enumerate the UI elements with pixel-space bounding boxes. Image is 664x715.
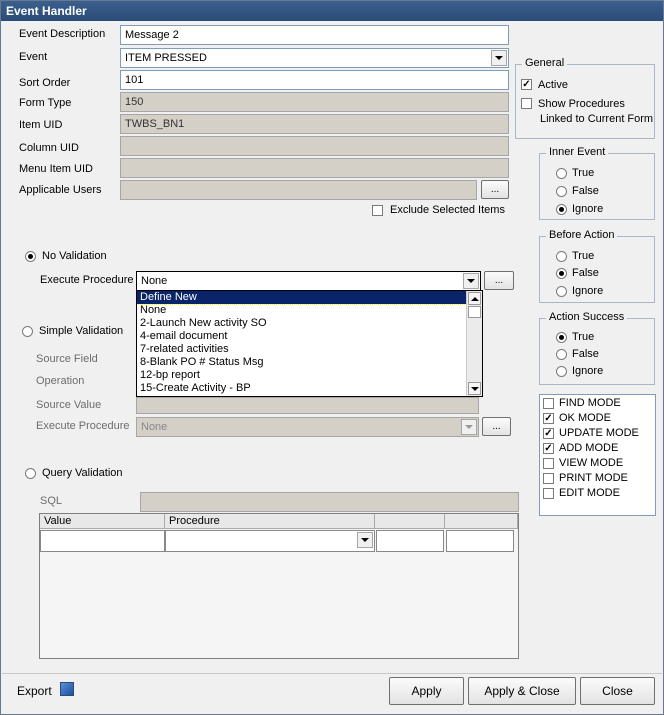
before-action-ignore-radio[interactable]: [556, 286, 567, 297]
update-mode-label: UPDATE MODE: [559, 427, 639, 439]
simple-execute-procedure-label: Execute Procedure: [36, 420, 130, 432]
chevron-down-icon: [361, 538, 369, 542]
update-mode-checkbox[interactable]: ✓: [544, 428, 553, 439]
dropdown-item[interactable]: 15-Create Activity - BP: [140, 382, 251, 394]
ok-mode-checkbox[interactable]: ✓: [544, 413, 553, 424]
grid-cell-4[interactable]: [446, 530, 514, 552]
event-value: ITEM PRESSED: [125, 52, 207, 64]
procedure-grid: [39, 513, 519, 659]
inner-event-true-radio[interactable]: [556, 168, 567, 179]
dropdown-item[interactable]: 2-Launch New activity SO: [140, 317, 267, 329]
chevron-up-icon: [471, 297, 479, 301]
source-field-label: Source Field: [36, 353, 98, 365]
add-mode-checkbox[interactable]: ✓: [544, 443, 553, 454]
applicable-users-input: [120, 180, 477, 200]
scroll-down-button[interactable]: [468, 382, 481, 395]
grid-procedure-dropdown-button[interactable]: [357, 532, 373, 548]
menu-item-uid-input: [120, 158, 509, 178]
execute-procedure-select[interactable]: [136, 271, 481, 291]
dropdown-item[interactable]: 7-related activities: [140, 343, 229, 355]
print-mode-checkbox[interactable]: [543, 473, 554, 484]
source-value-label: Source Value: [36, 399, 102, 411]
grid-header-value: Value: [40, 514, 165, 529]
close-button[interactable]: Close: [580, 677, 655, 705]
event-description-input[interactable]: Message 2: [120, 25, 509, 45]
execute-procedure-value: None: [141, 275, 168, 287]
event-select[interactable]: [120, 48, 509, 68]
active-label: Active: [538, 79, 568, 91]
query-validation-label: Query Validation: [42, 467, 123, 479]
inner-event-false-radio[interactable]: [556, 186, 567, 197]
simple-execute-procedure-select: [136, 417, 479, 437]
before-action-ignore-label: Ignore: [572, 285, 604, 297]
dropdown-item[interactable]: None: [140, 304, 167, 316]
inner-event-ignore-radio[interactable]: [556, 204, 567, 215]
active-checkbox[interactable]: ✓: [522, 79, 531, 90]
grid-cell-procedure[interactable]: [165, 530, 375, 552]
view-mode-checkbox[interactable]: [543, 458, 554, 469]
ok-mode-label: OK MODE: [559, 412, 611, 424]
dropdown-item[interactable]: 12-bp report: [140, 369, 200, 381]
sort-order-label: Sort Order: [19, 77, 71, 89]
action-success-ignore-label: Ignore: [572, 365, 604, 377]
chevron-down-icon: [495, 56, 503, 60]
event-dropdown-button[interactable]: [491, 50, 507, 66]
dropdown-item[interactable]: Define New: [137, 291, 482, 304]
show-procedures-label: Show Procedures: [538, 98, 625, 110]
simple-execute-procedure-value: None: [141, 421, 168, 433]
action-success-true-radio[interactable]: [556, 332, 567, 343]
export-icon[interactable]: [60, 682, 74, 696]
execute-procedure-dropdown-list[interactable]: [136, 290, 483, 397]
dropdown-scrollbar[interactable]: [466, 291, 482, 396]
simple-validation-label: Simple Validation: [39, 325, 124, 337]
show-procedures-label-2: Linked to Current Form: [540, 113, 654, 125]
column-uid-input: [120, 136, 509, 156]
item-uid-input: TWBS_BN1: [120, 114, 509, 134]
edit-mode-label: EDIT MODE: [559, 487, 620, 499]
general-title: General: [522, 57, 567, 69]
chevron-down-icon: [465, 425, 473, 429]
sort-order-input[interactable]: 101: [120, 70, 509, 90]
footer-divider: [2, 673, 662, 674]
column-uid-label: Column UID: [19, 142, 79, 154]
action-success-ignore-radio[interactable]: [556, 366, 567, 377]
exclude-selected-label: Exclude Selected Items: [390, 204, 505, 216]
no-validation-radio[interactable]: [25, 251, 36, 262]
before-action-title: Before Action: [546, 229, 617, 241]
no-validation-label: No Validation: [42, 250, 107, 262]
form-type-input: 150: [120, 92, 509, 112]
find-mode-checkbox[interactable]: [543, 398, 554, 409]
applicable-users-label: Applicable Users: [19, 184, 102, 196]
operation-label: Operation: [36, 375, 85, 387]
dropdown-item[interactable]: 8-Blank PO # Status Msg: [140, 356, 264, 368]
export-label[interactable]: Export: [17, 684, 52, 698]
show-procedures-checkbox[interactable]: [521, 98, 532, 109]
action-success-title: Action Success: [546, 311, 627, 323]
inner-event-title: Inner Event: [546, 146, 608, 158]
scroll-up-button[interactable]: [468, 292, 481, 305]
scroll-thumb[interactable]: [468, 306, 481, 318]
before-action-false-label: False: [572, 267, 599, 279]
inner-event-true-label: True: [572, 167, 595, 179]
item-uid-label: Item UID: [19, 119, 63, 131]
find-mode-label: FIND MODE: [559, 397, 621, 409]
grid-header-col3: [375, 514, 445, 529]
before-action-false-radio[interactable]: [556, 268, 567, 279]
execute-procedure-label: Execute Procedure: [40, 274, 134, 286]
simple-validation-radio[interactable]: [22, 326, 33, 337]
grid-header-col4: [445, 514, 518, 529]
applicable-users-button[interactable]: ...: [481, 180, 509, 199]
grid-cell-3[interactable]: [376, 530, 444, 552]
inner-event-false-label: False: [572, 185, 599, 197]
grid-cell-value[interactable]: [40, 530, 165, 552]
chevron-down-icon: [467, 279, 475, 283]
action-success-false-radio[interactable]: [556, 349, 567, 360]
execute-procedure-button[interactable]: ...: [484, 271, 514, 290]
execute-procedure-dropdown-button[interactable]: [463, 273, 479, 289]
edit-mode-checkbox[interactable]: [543, 488, 554, 499]
menu-item-uid-label: Menu Item UID: [19, 163, 93, 175]
before-action-true-label: True: [572, 250, 595, 262]
add-mode-label: ADD MODE: [559, 442, 619, 454]
simple-execute-procedure-dropdown-button: [461, 419, 477, 435]
exclude-selected-checkbox[interactable]: [372, 205, 383, 216]
action-success-false-label: False: [572, 348, 599, 360]
simple-execute-procedure-button[interactable]: ...: [482, 417, 511, 436]
view-mode-label: VIEW MODE: [559, 457, 624, 469]
chevron-down-icon: [471, 387, 479, 391]
dropdown-item[interactable]: 4-email document: [140, 330, 228, 342]
source-value-input: [136, 397, 479, 414]
form-type-label: Form Type: [19, 97, 72, 109]
grid-header-procedure: Procedure: [165, 514, 375, 529]
query-validation-radio[interactable]: [25, 468, 36, 479]
action-success-true-label: True: [572, 331, 595, 343]
event-description-label: Event Description: [19, 28, 106, 40]
apply-button[interactable]: Apply: [389, 677, 464, 705]
window-title: Event Handler: [1, 1, 663, 21]
sql-label: SQL: [40, 495, 63, 507]
inner-event-ignore-label: Ignore: [572, 203, 604, 215]
sql-input: [140, 492, 519, 512]
event-label: Event: [19, 51, 48, 63]
print-mode-label: PRINT MODE: [559, 472, 628, 484]
apply-close-button[interactable]: Apply & Close: [468, 677, 576, 705]
before-action-true-radio[interactable]: [556, 251, 567, 262]
